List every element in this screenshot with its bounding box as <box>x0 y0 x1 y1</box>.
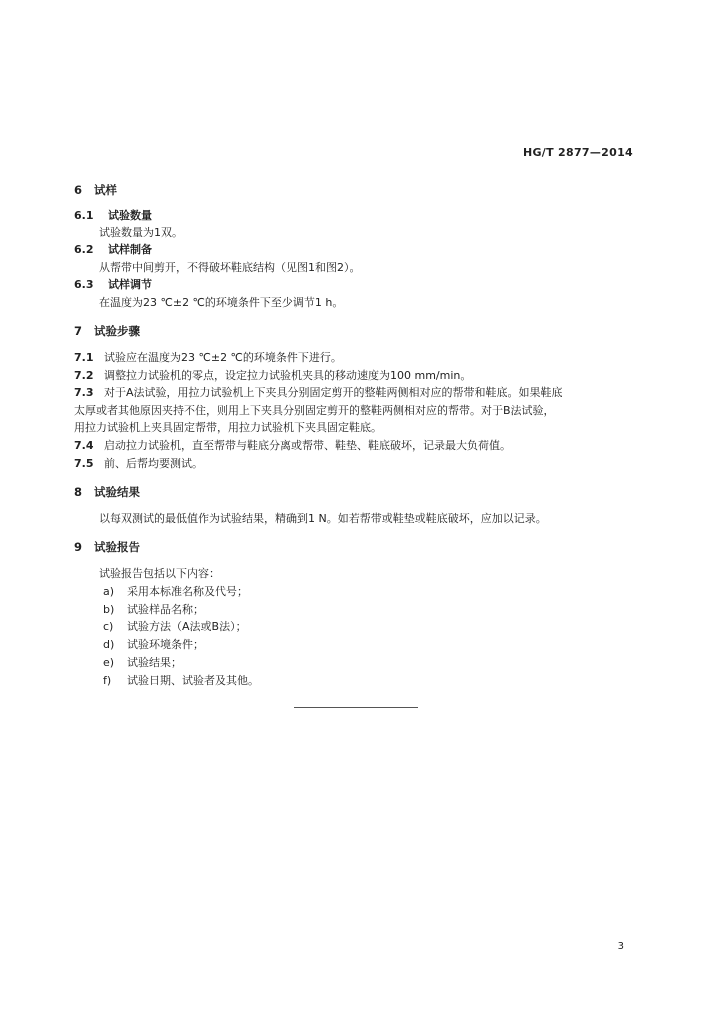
section-6-heading <box>74 183 117 197</box>
section-number: 7.1 <box>74 351 94 364</box>
section-7-3-text-line-3: 用拉力试验机上夹具固定帮带，用拉力试验机下夹具固定鞋底。 <box>74 421 382 434</box>
list-item-text: 试验方法（A法或B法）； <box>127 620 247 633</box>
section-number: 7.3 <box>74 386 94 399</box>
end-rule <box>294 707 418 708</box>
section-number: 6.3 <box>74 278 94 291</box>
section-8-text: 以每双测试的最低值作为试验结果，精确到1 N。如若帮带或鞋垫或鞋底破坏，应加以记录。 <box>99 512 547 525</box>
section-number: 9 <box>74 540 83 554</box>
section-title: 试验数量 <box>108 209 152 222</box>
section-6-1-heading <box>74 209 152 223</box>
section-text: 试验应在温度为23 ℃±2 ℃的环境条件下进行。 <box>104 351 342 364</box>
list-marker: f) <box>103 674 112 687</box>
section-7-5 <box>74 457 203 471</box>
list-item-text: 采用本标准名称及代号； <box>127 585 248 598</box>
section-number: 6.2 <box>74 243 94 256</box>
section-number: 6 <box>74 183 83 197</box>
section-6-1-text: 试验数量为1双。 <box>99 226 183 239</box>
section-7-heading <box>74 324 140 338</box>
list-item <box>103 656 182 670</box>
section-6-2-text: 从帮带中间剪开，不得破坏鞋底结构（见图1和图2）。 <box>99 261 361 274</box>
list-item <box>103 585 248 599</box>
list-marker: e) <box>103 656 115 669</box>
section-title: 试样调节 <box>108 278 152 291</box>
section-number: 7 <box>74 324 83 338</box>
section-6-2-heading <box>74 243 152 257</box>
section-9-intro: 试验报告包括以下内容： <box>99 567 220 580</box>
list-marker: a) <box>103 585 115 598</box>
section-title: 试验步骤 <box>94 324 140 338</box>
section-title: 试样制备 <box>108 243 152 256</box>
list-item-text: 试验日期、试验者及其他。 <box>127 674 259 687</box>
section-number: 6.1 <box>74 209 94 222</box>
list-item <box>103 674 259 688</box>
list-marker: d) <box>103 638 115 651</box>
list-item-text: 试验结果； <box>127 656 182 669</box>
standard-code: HG/T 2877—2014 <box>522 146 633 159</box>
section-7-1 <box>74 351 342 365</box>
section-7-3 <box>74 386 563 400</box>
list-item <box>103 620 247 634</box>
list-marker: c) <box>103 620 114 633</box>
section-6-3-text: 在温度为23 ℃±2 ℃的环境条件下至少调节1 h。 <box>99 296 344 309</box>
section-title: 试验报告 <box>94 540 140 554</box>
section-number: 7.4 <box>74 439 94 452</box>
section-text: 前、后帮均要测试。 <box>104 457 203 470</box>
list-item <box>103 603 204 617</box>
page-number: 3 <box>617 941 624 952</box>
list-item-text: 试验环境条件； <box>127 638 204 651</box>
section-7-2 <box>74 369 471 383</box>
section-number: 8 <box>74 485 83 499</box>
section-text: 启动拉力试验机，直至帮带与鞋底分离或帮带、鞋垫、鞋底破坏，记录最大负荷值。 <box>104 439 511 452</box>
section-9-heading <box>74 540 140 554</box>
section-number: 7.2 <box>74 369 94 382</box>
section-title: 试验结果 <box>94 485 140 499</box>
section-number: 7.5 <box>74 457 94 470</box>
section-text: 调整拉力试验机的零点，设定拉力试验机夹具的移动速度为100 mm/min。 <box>104 369 472 382</box>
list-marker: b) <box>103 603 115 616</box>
section-6-3-heading <box>74 278 152 292</box>
section-8-heading <box>74 485 140 499</box>
section-text-line-1: 对于A法试验，用拉力试验机上下夹具分别固定剪开的整鞋两侧相对应的帮带和鞋底。如果鞋底 <box>104 386 563 399</box>
section-7-3-text-line-2: 太厚或者其他原因夹持不住，则用上下夹具分别固定剪开的整鞋两侧相对应的帮带。对于B法试验， <box>74 404 555 417</box>
section-7-4 <box>74 439 511 453</box>
section-title: 试样 <box>94 183 117 197</box>
list-item <box>103 638 204 652</box>
list-item-text: 试验样品名称； <box>127 603 204 616</box>
